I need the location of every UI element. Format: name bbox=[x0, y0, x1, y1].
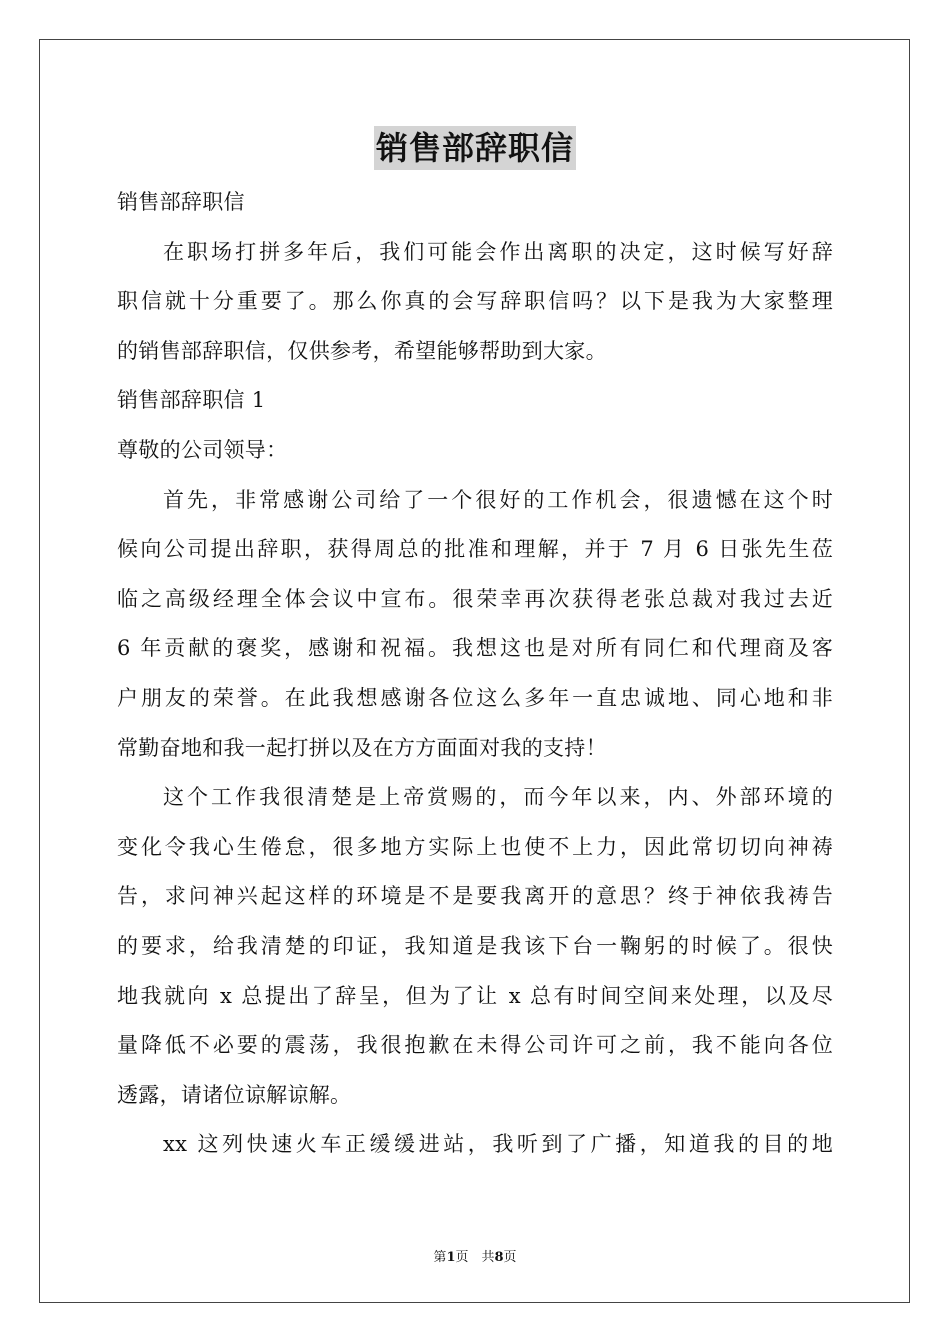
footer-page-prefix: 第 bbox=[433, 1250, 447, 1265]
footer-page-current: 1 bbox=[446, 1250, 456, 1265]
text-line: 职信就十分重要了。那么你真的会写辞职信吗？以下是我为大家整理 bbox=[117, 289, 833, 314]
text-line: 候向公司提出辞职，获得周总的批准和理解，并于 7 月 6 日张先生莅 bbox=[117, 537, 833, 562]
text-line: 尊敬的公司领导： bbox=[117, 437, 288, 462]
text-line: 这个工作我很清楚是上帝赏赐的，而今年以来，内、外部环境的 bbox=[163, 785, 833, 810]
text-line: 的要求，给我清楚的印证，我知道是我该下台一鞠躬的时候了。很快 bbox=[117, 933, 833, 958]
document-title: 销售部辞职信 bbox=[374, 126, 576, 170]
footer-page-suffix: 页 bbox=[503, 1250, 517, 1265]
text-line: 首先，非常感谢公司给了一个很好的工作机会，很遗憾在这个时 bbox=[163, 487, 833, 512]
text-line: 的销售部辞职信，仅供参考，希望能够帮助到大家。 bbox=[117, 338, 607, 363]
page-footer bbox=[0, 1250, 950, 1266]
text-line: 6 年贡献的褒奖，感谢和祝福。我想这也是对所有同仁和代理商及客 bbox=[117, 636, 833, 661]
document-body bbox=[117, 178, 833, 1170]
text-line: 销售部辞职信 1 bbox=[117, 388, 266, 413]
footer-page-total: 8 bbox=[494, 1250, 504, 1265]
text-line: 销售部辞职信 bbox=[117, 190, 245, 214]
text-line: 量降低不必要的震荡，我很抱歉在未得公司许可之前，我不能向各位 bbox=[117, 1033, 833, 1058]
text-line: 地我就向 x 总提出了辞呈，但为了让 x 总有时间空间来处理，以及尽 bbox=[117, 983, 833, 1008]
text-line: 透露，请诸位谅解谅解。 bbox=[117, 1082, 352, 1107]
text-line: 告，求问神兴起这样的环境是不是要我离开的意思？终于神依我祷告 bbox=[117, 884, 833, 909]
text-line: 户朋友的荣誉。在此我想感谢各位这么多年一直忠诚地、同心地和非 bbox=[117, 685, 833, 710]
title-container bbox=[0, 126, 950, 170]
footer-page-mid: 页 共 bbox=[455, 1250, 495, 1265]
text-line: 变化令我心生倦怠，很多地方实际上也使不上力，因此常切切向神祷 bbox=[117, 834, 833, 859]
text-line: 临之高级经理全体会议中宣布。很荣幸再次获得老张总裁对我过去近 bbox=[117, 586, 833, 611]
text-line: 常勤奋地和我一起打拼以及在方方面面对我的支持！ bbox=[117, 735, 607, 760]
text-line: xx 这列快速火车正缓缓进站，我听到了广播，知道我的目的地 bbox=[163, 1132, 833, 1157]
text-line: 在职场打拼多年后，我们可能会作出离职的决定，这时候写好辞 bbox=[163, 239, 833, 264]
